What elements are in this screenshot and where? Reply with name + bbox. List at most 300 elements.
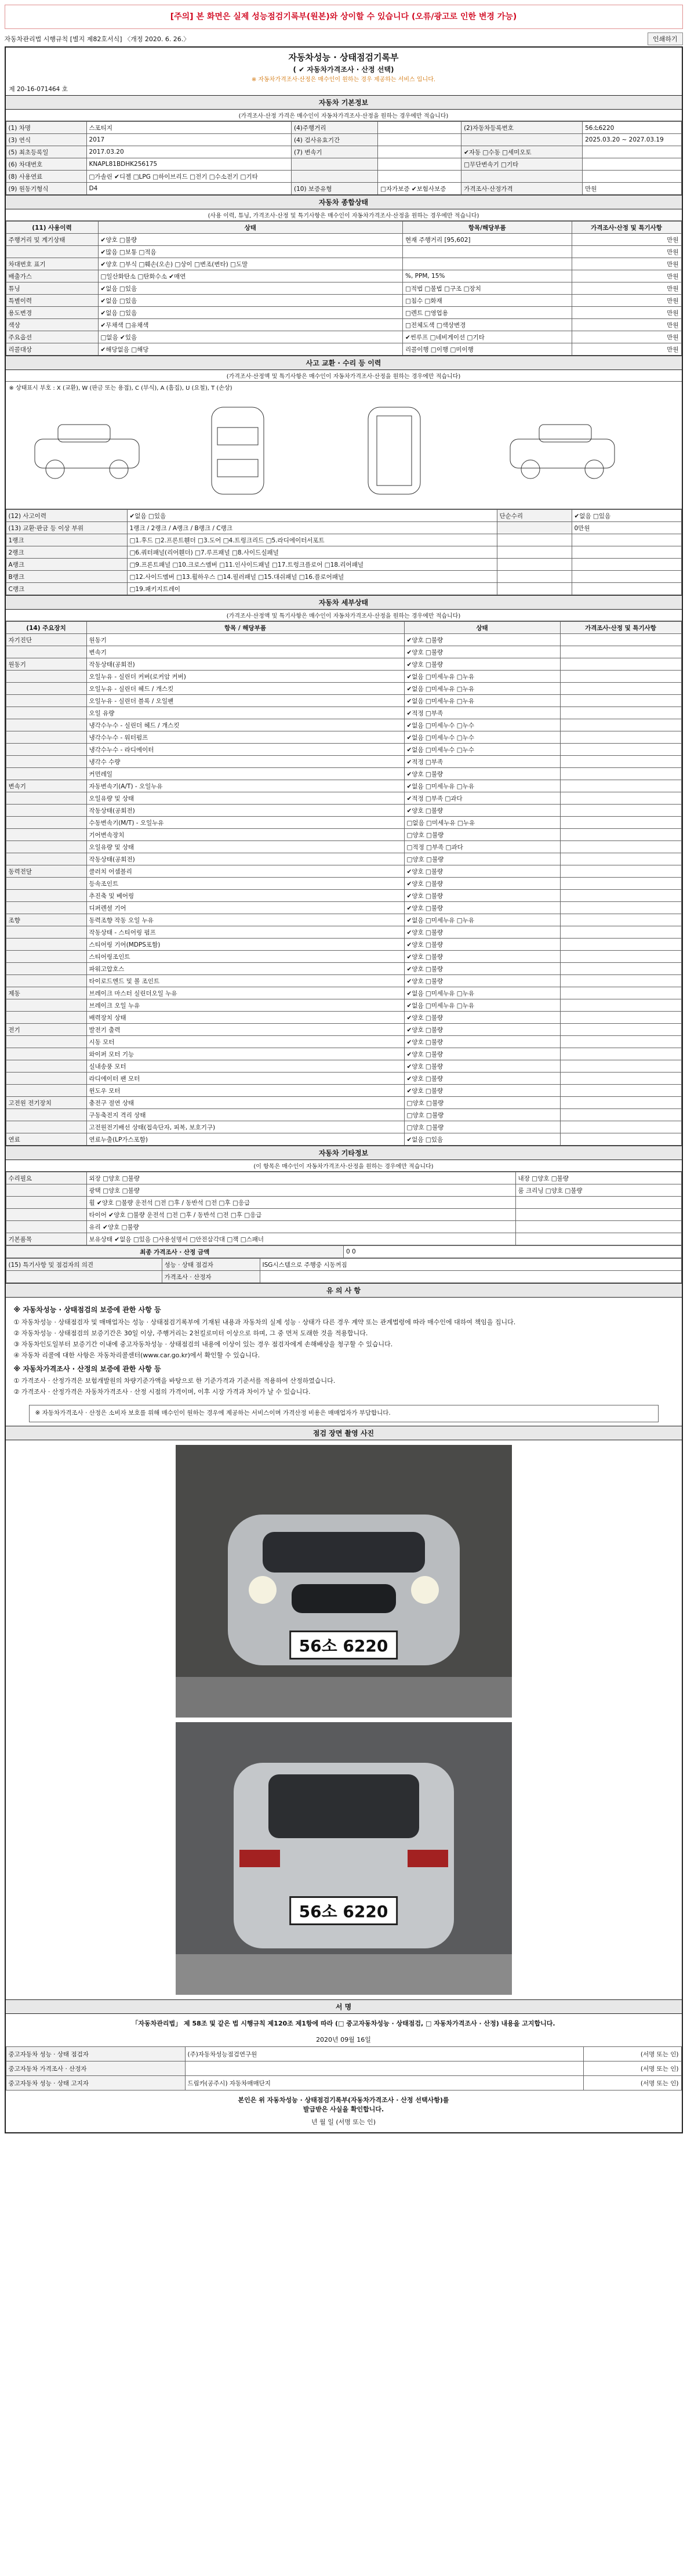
detail-note [560,1036,681,1048]
field-value: □자가보증 ✔보험사보증 [378,183,461,195]
notice-item: ① 가격조사 · 산정가격은 보험개발원의 차량기준가액을 바탕으로 한 기준가격과 기준서를 적용하여 산정하였습니다. [13,1377,336,1385]
detail-note [560,756,681,768]
table-row [6,583,681,595]
detail-group [6,1121,86,1133]
options-section: 자동차 기타정보 [6,1146,682,1160]
field-value [378,171,461,183]
plate-number-rear: 56소 6220 [289,1896,398,1925]
table-row [6,805,681,817]
detail-state: □양호 □불량 [404,1109,560,1121]
detail-state: □양호 □불량 [404,829,560,841]
detail-group [6,1073,86,1085]
notice-heading-2: ※ 자동차가격조사 · 산정의 보증에 관한 사항 등 [13,1364,161,1373]
detail-item: 오일유량 및 상태 [86,792,404,805]
table-row [6,571,681,583]
notice-heading-1: ※ 자동차성능 · 상태점검의 보증에 관한 사항 등 [13,1306,161,1314]
table-row [6,634,681,646]
summary-detail: %, PPM, 15% [403,270,572,282]
detail-note [560,890,681,902]
column-header: 상태 [98,222,403,234]
field-value: KNAPL81BDHK256175 [86,158,292,171]
option-label [6,1209,86,1221]
detail-state: ✔양호 □불량 [404,865,560,878]
detail-note [560,683,681,695]
table-row [6,258,681,270]
form-reference: 자동차관리법 시행규칙 [별지 제82호서식] 〈개정 2020. 6. 26.〉 [4,35,190,43]
table-row [6,1271,681,1283]
summary-price: 만원 [572,258,681,270]
notice-list-2 [14,1376,674,1397]
detail-state: ✔양호 □불량 [404,805,560,817]
column-header: 가격조사·산정 및 특기사항 [560,622,681,634]
car-diagram [6,393,682,509]
summary-item-name: 특별이력 [6,295,98,307]
table-row [6,2076,681,2090]
detail-group [6,1085,86,1097]
table-row [6,1233,681,1245]
detail-item: 작동상태 - 스티어링 펌프 [86,926,404,939]
detail-group [6,817,86,829]
detail-item: 기어변속장치 [86,829,404,841]
field-label: (4) 검사유효기간 [292,134,378,146]
accident-legend: ※ 상태표시 부호 : X (교환), W (판금 또는 용접), C (부식), A (흠집), U (요철), T (손상) [9,385,232,392]
detail-group [6,890,86,902]
detail-item: 오일누유 - 실린더 블록 / 오일팬 [86,695,404,707]
detail-state: ✔양호 □불량 [404,768,560,780]
plate-number-front: 56소 6220 [289,1631,398,1660]
detail-group [6,841,86,853]
detail-state: ✔양호 □불량 [404,1073,560,1085]
special-role: 가격조사 · 산정자 [162,1271,260,1283]
detail-note [560,805,681,817]
detail-item: 클러치 어셈블리 [86,865,404,878]
detail-item: 스티어링조인트 [86,951,404,963]
detail-section: 자동차 세부상태 [6,595,682,610]
table-row [6,282,681,295]
detail-group [6,646,86,658]
signer-name: 드림카(공주시) 자동차매매단지 [185,2076,583,2090]
table-row [6,158,681,171]
detail-note [560,1085,681,1097]
detail-group [6,999,86,1012]
accident-section: 사고 교환 · 수리 등 이력 [6,356,682,370]
summary-price: 만원 [572,282,681,295]
summary-detail: □적법 □불법 □구조 □장치 [403,282,572,295]
signer-role: 중고자동차 가격조사 · 산정자 [6,2061,185,2076]
rank-blank [572,546,681,559]
rank-label: A랭크 [6,559,127,571]
detail-note [560,1024,681,1036]
accident-label: 단순수리 [497,510,572,522]
photos-title: 점검 장면 촬영 사진 [6,1426,682,1440]
table-row [6,999,681,1012]
sign-table [6,2046,682,2090]
inspection-photo-rear [176,1722,512,1995]
accident-label: (13) 교환·판금 등 이상 부위 [6,522,127,534]
table-row [6,1197,681,1209]
final-price-label: 최종 가격조사 · 산정 금액 [6,1246,344,1258]
detail-item: 변속기 [86,646,404,658]
table-row [6,890,681,902]
detail-note [560,1121,681,1133]
summary-item-name: 배출가스 [6,270,98,282]
table-row [6,1097,681,1109]
detail-note [560,817,681,829]
detail-group [6,695,86,707]
detail-group [6,731,86,744]
detail-item: 충전구 절연 상태 [86,1097,404,1109]
option-value: 보유상태 ✔없음 □있음 □사용설명서 □안전삼각대 □잭 □스패너 [86,1233,515,1245]
table-row [6,295,681,307]
signer-signature: (서명 또는 인) [583,2061,681,2076]
table-row [6,658,681,671]
summary-item-name: 리콜대상 [6,343,98,356]
detail-note [560,719,681,731]
accident-value: ✔없음 □있음 [572,510,681,522]
table-row [6,951,681,963]
summary-state: □일산화탄소 □탄화수소 ✔매연 [98,270,403,282]
detail-group: 전기 [6,1024,86,1036]
signer-role: 중고자동차 성능 · 상태 고지자 [6,2076,185,2090]
option-value: 외장 □양호 □불량 [86,1172,515,1184]
table-row [6,695,681,707]
detail-item: 동력조향 작동 오일 누유 [86,914,404,926]
table-row [6,878,681,890]
detail-group: 원동기 [6,658,86,671]
field-value [583,171,681,183]
top-bar [5,31,683,46]
summary-state: ✔없음 □있음 [98,295,403,307]
summary-state: ✔없음 □있음 [98,282,403,295]
car-top-front-diagram [180,404,296,497]
detail-group [6,744,86,756]
column-header: 가격조사·산정 및 특기사항 [572,222,681,234]
page [5,5,683,2133]
summary-item-name: 색상 [6,319,98,331]
detail-state: ✔양호 □불량 [404,1012,560,1024]
detail-note [560,695,681,707]
detail-note [560,926,681,939]
doc-subtitle: ( ✔ 자동차가격조사 · 산정 선택) [293,66,394,74]
table-row [6,319,681,331]
field-label: (2)자동차등록번호 [461,122,583,134]
options-table [6,1172,682,1245]
option-value: 내장 □양호 □불량 [515,1172,681,1184]
summary-section: 자동차 종합상태 [6,195,682,209]
table-row [6,792,681,805]
field-label: (10) 보증유형 [292,183,378,195]
accident-label [497,522,572,534]
table-row [6,963,681,975]
detail-note [560,1012,681,1024]
detail-state: ✔없음 □미세누유 □누유 [404,987,560,999]
rank-blank [572,534,681,546]
detail-note [560,658,681,671]
rank-blank [497,583,572,595]
detail-state: ✔없음 □미세누유 □누유 [404,671,560,683]
table-row [6,914,681,926]
table-row [6,853,681,865]
detail-group [6,829,86,841]
basic-info-table [6,121,682,195]
detail-item: 등속조인트 [86,878,404,890]
summary-detail: ✔썬루프 □네비게이션 □기타 [403,331,572,343]
detail-note [560,878,681,890]
sign-date: 2020년 09월 16일 [316,2036,371,2044]
table-row [6,1048,681,1060]
detail-group [6,792,86,805]
detail-note [560,1109,681,1121]
detail-group [6,1109,86,1121]
detail-item: 커먼레일 [86,768,404,780]
sign-footer-3: 년 월 일 (서명 또는 인) [311,2118,376,2126]
table-row [6,234,681,246]
field-value: 56소6220 [583,122,681,134]
table-row [6,646,681,658]
summary-state: ✔많음 □보통 □적음 [98,246,403,258]
detail-note [560,634,681,646]
notice-item: ① 자동차성능 · 상태점검자 및 매매업자는 성능 · 상태점검기록부에 기재된 내용과 자동차의 실제 성능 · 상태가 다른 경우 계약 또는 관계법령에 따라 매수인에 대하여 책임을 집니다. [13,1318,516,1326]
table-row [6,1209,681,1221]
notice-body [6,1298,682,1401]
detail-note [560,902,681,914]
field-value: □가솔린 ✔디젤 □LPG □하이브리드 □전기 □수소전기 □기타 [86,171,292,183]
detail-group: 자기진단 [6,634,86,646]
table-row [6,671,681,683]
summary-state: ✔양호 □불량 [98,234,403,246]
summary-detail [403,246,572,258]
detail-note [560,853,681,865]
table-row [6,1133,681,1146]
doc-note: ※ 자동차가격조사·산정은 매수인이 원하는 경우 제공하는 서비스 입니다. [251,77,436,83]
rank-blank [572,583,681,595]
detail-note [560,939,681,951]
detail-group [6,768,86,780]
detail-note [560,829,681,841]
detail-state: ✔없음 □미세누수 □누수 [404,744,560,756]
detail-item: 파워고압호스 [86,963,404,975]
detail-item: 작동상태(공회전) [86,805,404,817]
table-row [6,902,681,914]
detail-group [6,878,86,890]
accident-value: 0만원 [572,522,681,534]
summary-price: 만원 [572,307,681,319]
detail-group [6,719,86,731]
sign-statement: 「자동차관리법」 제 58조 및 같은 법 시행규칙 제120조 제1항에 따라 (□ 중고자동차성능 · 상태점검, □ 자동차가격조사 · 산정) 내용을 고지합니다. [132,2020,555,2028]
table-row [6,534,681,546]
summary-note: (사용 이력, 튜닝, 가격조사·산정 및 특기사항은 매수인이 자동차가격조사·산정을 원하는 경우에만 적습니다) [6,209,682,221]
detail-state: ✔양호 □불량 [404,939,560,951]
detail-item: 오일누유 - 실린더 헤드 / 개스킷 [86,683,404,695]
detail-note [560,1097,681,1109]
table-row [6,987,681,999]
detail-group [6,963,86,975]
option-label [6,1221,86,1233]
rank-parts: □12.사이드멤버 □13.휠하우스 □14.필러패널 □15.대쉬패널 □16.플로어패널 [127,571,497,583]
summary-price: 만원 [572,295,681,307]
summary-detail: □침수 □화재 [403,295,572,307]
option-label: 수리필요 [6,1172,86,1184]
sign-title: 서 명 [6,1999,682,2014]
detail-state: ✔양호 □불량 [404,1036,560,1048]
detail-item: 냉각수누수 - 워터펌프 [86,731,404,744]
detail-note [560,744,681,756]
detail-note [560,1073,681,1085]
summary-detail: 현재 주행거리 [95,602] [403,234,572,246]
table-row [6,1012,681,1024]
detail-group [6,805,86,817]
detail-state: ✔양호 □불량 [404,1048,560,1060]
detail-note [560,841,681,853]
table-row [6,510,681,522]
detail-note [560,780,681,792]
sign-footer-2: 발급받은 사실을 확인합니다. [303,2106,384,2114]
detail-state: ✔없음 □미세누유 □누유 [404,683,560,695]
table-row [6,1073,681,1085]
field-value [378,134,461,146]
detail-note [560,1133,681,1146]
detail-item: 배력장치 상태 [86,1012,404,1024]
table-row [6,1109,681,1121]
field-label: (7) 변속기 [292,146,378,158]
rank-parts: □6.쿼터패널(리어휀더) □7.루프패널 □8.사이드실패널 [127,546,497,559]
field-value: 2017.03.20 [86,146,292,158]
detail-state: □양호 □불량 [404,853,560,865]
column-header: 항목/해당부품 [403,222,572,234]
table-row [6,1221,681,1233]
detail-item: 실내송풍 모터 [86,1060,404,1073]
summary-price: 만원 [572,331,681,343]
detail-group: 고전원 전기장치 [6,1097,86,1109]
table-row [6,146,681,158]
doc-title: 자동차성능 · 상태점검기록부 [288,52,399,63]
table-row [6,719,681,731]
detail-state: ✔없음 □미세누유 □누유 [404,914,560,926]
warning-banner: [주의] 본 화면은 실제 성능점검기록부(원본)와 상이할 수 있습니다 (오류/광고로 인한 변경 가능) [5,5,683,29]
field-label: (8) 사용연료 [6,171,86,183]
detail-group [6,1012,86,1024]
field-label [292,158,378,171]
final-price-value: 0 0 [344,1246,682,1258]
accident-label: (12) 사고이력 [6,510,127,522]
detail-note [560,1060,681,1073]
detail-item: 구동축전지 격리 상태 [86,1109,404,1121]
car-side-right-diagram [504,404,620,497]
detail-group [6,707,86,719]
detail-note [560,768,681,780]
detail-group: 조향 [6,914,86,926]
field-label: (5) 최초등록일 [6,146,86,158]
rank-blank [497,546,572,559]
summary-detail: □렌트 □영업용 [403,307,572,319]
table-row [6,1036,681,1048]
detail-note [560,914,681,926]
table-row [6,780,681,792]
detail-table [6,621,682,1146]
detail-group [6,1060,86,1073]
field-label: 가격조사·산정가격 [461,183,583,195]
field-label: □무단변속기 □기타 [461,158,583,171]
detail-item: 냉각수누수 - 라디에이터 [86,744,404,756]
notice-list-1 [14,1317,674,1360]
detail-group: 제동 [6,987,86,999]
field-value [583,146,681,158]
detail-note: (가격조사·산정액 및 특기사항은 매수인이 자동차가격조사·산정을 원하는 경우에만 적습니다) [6,610,682,621]
accident-table [6,509,682,595]
option-label [6,1197,86,1209]
column-header: (11) 사용이력 [6,222,98,234]
detail-item: 타이로드엔드 및 볼 조인트 [86,975,404,987]
option-value: 광택 □양호 □불량 [86,1184,515,1197]
table-row [6,1184,681,1197]
detail-state: ✔양호 □불량 [404,646,560,658]
detail-state: ✔양호 □불량 [404,926,560,939]
doc-number: 제 20-16-071464 호 [9,86,68,93]
detail-item: 냉각수누수 - 실린더 헤드 / 개스킷 [86,719,404,731]
notice-item: ④ 자동차 리콜에 대한 사항은 자동차리콜센터(www.car.go.kr)에서 확인할 수 있습니다. [13,1351,260,1359]
notice-box: ※ 자동차가격조사 · 산정은 소비자 보호를 위해 매수인이 원하는 경우에 제공하는 서비스이며 가격산정 비용은 매매업자가 부담합니다. [29,1405,659,1422]
detail-state: ✔양호 □불량 [404,634,560,646]
table-row [6,1172,681,1184]
option-value [515,1209,681,1221]
detail-state: ✔적정 □부족 □과다 [404,792,560,805]
field-label: (6) 차대번호 [6,158,86,171]
rank-blank [497,559,572,571]
detail-state: ✔양호 □불량 [404,658,560,671]
detail-item: 와이퍼 모터 기능 [86,1048,404,1060]
detail-note [560,707,681,719]
rank-label: 2랭크 [6,546,127,559]
rank-blank [572,559,681,571]
detail-note [560,792,681,805]
detail-note [560,999,681,1012]
summary-item-name: 주요옵션 [6,331,98,343]
column-header: 상태 [404,622,560,634]
summary-price: 만원 [572,319,681,331]
detail-item: 원동기 [86,634,404,646]
summary-state: ✔해당없음 □해당 [98,343,403,356]
field-value [583,158,681,171]
detail-state: □양호 □불량 [404,1121,560,1133]
field-value [378,146,461,158]
detail-item: 자동변속기(A/T) - 오일누유 [86,780,404,792]
special-value: ISG시스템으로 주행중 시동꺼짐 [260,1259,681,1271]
field-value [378,158,461,171]
table-row [6,246,681,258]
detail-note [560,1048,681,1060]
table-row [6,183,681,195]
detail-group [6,1048,86,1060]
detail-group: 동력전달 [6,865,86,878]
notice-item: ② 자동차성능 · 상태점검의 보증기간은 30일 이상, 주행거리는 2천킬로미터 이상으로 하며, 그 중 먼저 도래한 것을 적용합니다. [13,1329,368,1337]
table-row [6,707,681,719]
detail-state: ✔적정 □부족 [404,756,560,768]
table-row [6,1259,681,1271]
summary-item-name: 튜닝 [6,282,98,295]
inspection-photo-front [176,1445,512,1718]
notice-title: 유 의 사 항 [6,1283,682,1298]
field-label [461,134,583,146]
signer-name [185,2061,583,2076]
detail-note [560,865,681,878]
summary-state: ✔무채색 □유채색 [98,319,403,331]
table-row [6,122,681,134]
table-row [6,1024,681,1036]
detail-item: 오일누유 - 실린더 커버(로커암 커버) [86,671,404,683]
field-label [461,171,583,183]
detail-item: 발전기 출력 [86,1024,404,1036]
print-button[interactable]: 인쇄하기 [648,32,683,45]
